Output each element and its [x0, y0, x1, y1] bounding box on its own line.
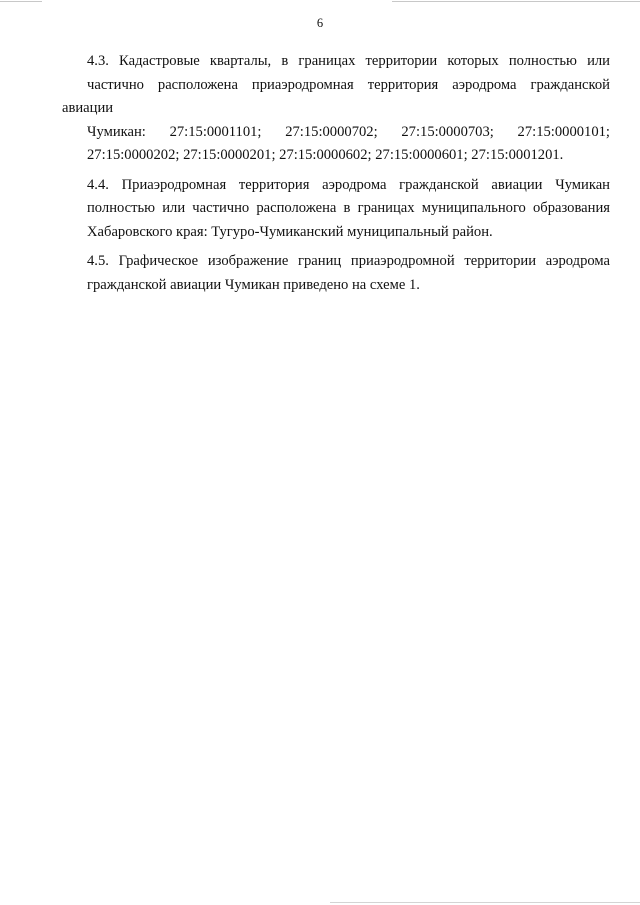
- text-line: гражданской авиации Чумикан приведено на схеме 1.: [87, 276, 420, 293]
- page-number: 6: [316, 16, 324, 30]
- scan-edge-line: [330, 902, 640, 903]
- text-line: Чумикан: 27:15:0001101; 27:15:0000702; 27:15:0000703; 27:15:0000101;: [87, 123, 610, 140]
- text-line: частично расположена приаэродромная территория аэродрома гражданской авиации: [62, 76, 610, 116]
- text-line: 27:15:0000202; 27:15:0000201; 27:15:0000602; 27:15:0000601; 27:15:0001201.: [87, 147, 564, 163]
- text-line: полностью или частично расположена в границах муниципального образования: [87, 200, 610, 216]
- paragraph-4-5: [62, 250, 610, 297]
- text-line: Хабаровского края: Тугуро-Чумиканский муниципальный район.: [87, 223, 493, 240]
- text-line: 4.3. Кадастровые кварталы, в границах территории которых полностью или: [87, 53, 610, 69]
- scan-edge-line: [392, 1, 640, 2]
- text-line: 4.5. Графическое изображение границ приаэродромной территории аэродрома: [87, 253, 610, 269]
- document-body: [62, 50, 610, 297]
- scan-edge-line: [0, 1, 42, 2]
- paragraph-4-3: [62, 50, 610, 168]
- paragraph-4-4: [62, 174, 610, 245]
- text-line: 4.4. Приаэродромная территория аэродрома гражданской авиации Чумикан: [87, 176, 610, 193]
